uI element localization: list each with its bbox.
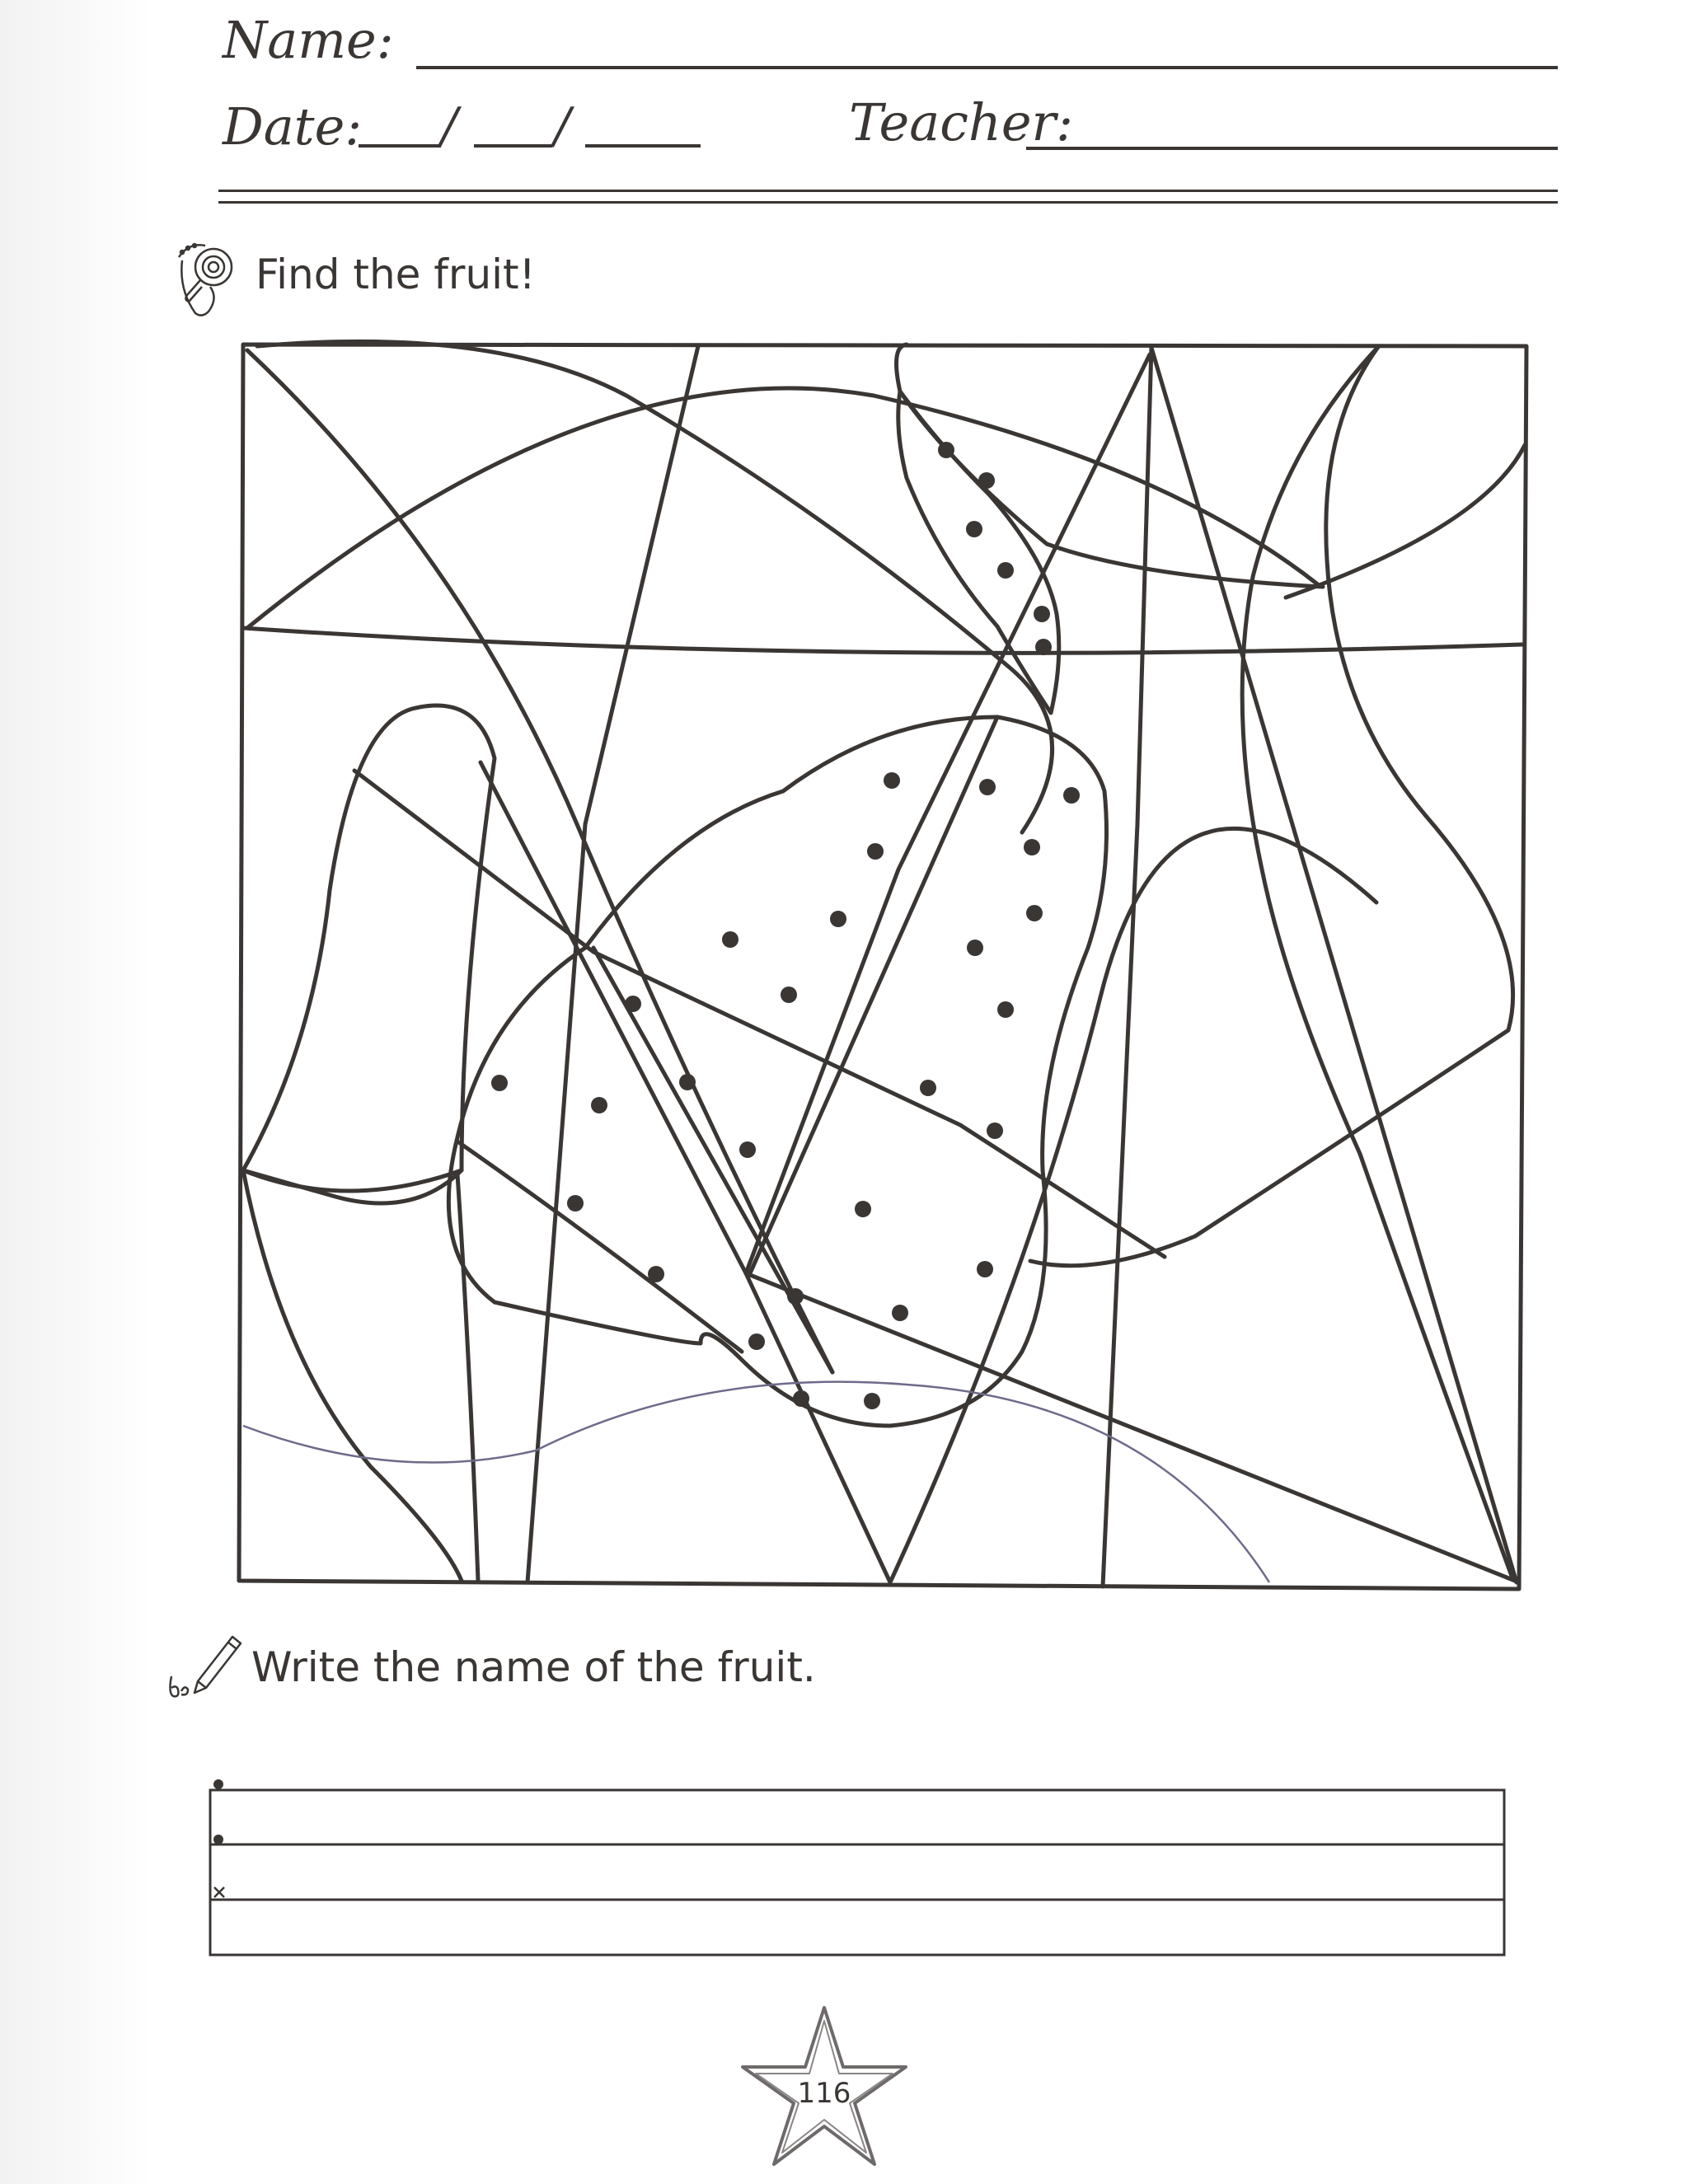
seed-dot: [830, 911, 846, 927]
seed-dot: [978, 472, 995, 489]
seed-dot: [591, 1097, 607, 1113]
puzzle-line: [593, 948, 832, 1372]
puzzle-line: [243, 1170, 462, 1581]
seed-dot: [920, 1080, 936, 1096]
guide-dot: [213, 1835, 223, 1844]
puzzle-line: [243, 628, 1522, 653]
seed-dot: [855, 1201, 871, 1217]
puzzle-line: [1030, 347, 1513, 1266]
puzzle-line: [1242, 347, 1512, 1578]
date-label: Date:: [223, 96, 363, 157]
seed-dot: [979, 779, 996, 795]
seed-dot: [1026, 905, 1043, 921]
teacher-label: Teacher:: [849, 92, 1074, 152]
puzzle-line: [528, 346, 698, 1582]
puzzle-line: [257, 341, 1053, 832]
seed-dot: [748, 1333, 765, 1350]
faint-guide-curve: [243, 1382, 1269, 1582]
puzzle-line: [1151, 348, 1517, 1582]
seed-dot: [966, 521, 982, 537]
date-separator: /: [441, 97, 458, 155]
guide-x-mark: [214, 1887, 224, 1897]
date-separator: /: [554, 97, 571, 155]
seed-dot: [967, 940, 983, 956]
find-fruit-instruction: Find the fruit!: [256, 251, 536, 298]
handwriting-box[interactable]: [198, 1772, 1517, 1966]
pencil-icon: [165, 1630, 243, 1704]
seed-dot: [997, 562, 1014, 579]
puzzle-line: [1286, 445, 1525, 598]
seed-dot: [722, 931, 738, 948]
seed-dot: [938, 442, 954, 458]
name-label: Name:: [223, 10, 394, 70]
seed-dot: [739, 1141, 756, 1158]
seed-dot: [1035, 639, 1052, 655]
seed-dot: [787, 1288, 804, 1305]
seed-dot: [491, 1075, 508, 1091]
seed-dot: [884, 772, 900, 789]
seed-dot: [867, 843, 884, 860]
seed-dot: [1024, 839, 1040, 855]
seed-dot: [1063, 787, 1080, 804]
write-fruit-instruction: Write the name of the fruit.: [251, 1643, 816, 1691]
writing-box-frame: [210, 1790, 1504, 1955]
seed-dot: [648, 1266, 664, 1282]
seed-dot: [679, 1074, 696, 1090]
puzzle-line: [457, 1174, 478, 1581]
seed-dot: [977, 1261, 993, 1277]
puzzle-line: [247, 388, 1319, 628]
seed-dot: [1034, 606, 1050, 622]
seed-dot: [892, 1305, 908, 1321]
puzzle-line: [897, 344, 907, 391]
seed-dot: [625, 996, 641, 1012]
puzzle-line: [243, 1170, 462, 1191]
guide-dot: [213, 1779, 223, 1789]
seed-dot: [793, 1390, 809, 1407]
seed-dot: [781, 987, 797, 1003]
seed-dot: [997, 1001, 1014, 1018]
page-number: 116: [797, 2077, 851, 2110]
puzzle-line: [457, 1141, 742, 1352]
seed-dot: [567, 1195, 584, 1212]
seed-dot: [987, 1122, 1003, 1139]
seed-dot: [864, 1393, 880, 1409]
